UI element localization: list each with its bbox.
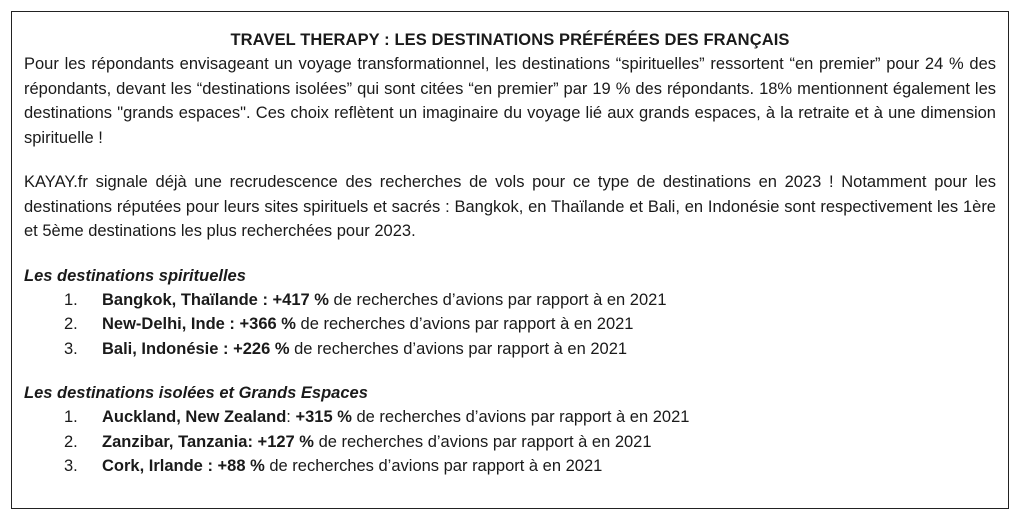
destination-description: de recherches d’avions par rapport à en 2021 <box>351 408 690 426</box>
section-heading-isolated: Les destinations isolées et Grands Espaces <box>24 384 368 402</box>
page-title: TRAVEL THERAPY : LES DESTINATIONS PRÉFÉRÉES DES FRANÇAIS <box>230 31 790 49</box>
destination-name: Auckland, New Zealand <box>102 408 287 426</box>
destination-description: de recherches d’avions par rapport à en 2021 <box>295 315 634 333</box>
destination-stat: New-Delhi, Inde : +366 % <box>102 315 296 333</box>
destination-description: de recherches d’avions par rapport à en 2021 <box>264 457 603 475</box>
section-heading-spiritual: Les destinations spirituelles <box>24 266 246 285</box>
list-number: 3. <box>64 457 78 475</box>
separator: : <box>286 408 296 426</box>
content-box <box>11 11 1009 509</box>
destination-stat: Cork, Irlande : +88 % <box>102 457 265 475</box>
destination-stat: Bali, Indonésie : +226 % <box>102 339 290 358</box>
list-item <box>24 454 996 479</box>
list-number: 2. <box>64 432 78 451</box>
list-item <box>24 430 996 455</box>
list-item <box>24 337 996 362</box>
list-number: 3. <box>64 339 78 358</box>
list-number: 1. <box>64 408 78 426</box>
list-item <box>24 288 996 313</box>
list-item <box>24 312 996 337</box>
destination-stat: Bangkok, Thaïlande : +417 % <box>102 290 329 309</box>
destination-description: de recherches d’avions par rapport à en 2021 <box>313 432 652 451</box>
destination-stat: Zanzibar, Tanzania: +127 % <box>102 432 314 451</box>
intro-paragraph: Pour les répondants envisageant un voyage transformationnel, les destinations “spirituelles” ressortent “en premier” pour 24 % des répondants, devant les “destinations isolées” qui sont citées “en premier” par 19 % des répondants. 18% mentionnent également les destinations "grands espaces". Ces choix reflètent un imaginaire du voyage lié aux grands espaces, à la retraite et à une dimension spirituelle ! <box>24 55 996 147</box>
list-number: 1. <box>64 290 78 309</box>
kayak-paragraph: KAYAY.fr signale déjà une recrudescence des recherches de vols pour ce type de destinations en 2023 ! Notamment pour les destinations réputées pour leurs sites spirituels et sacrés : Bangkok, en Thaïlande et Bali, en Indonésie sont respectivement les 1ère et 5ème destinations les plus recherchées pour 2023. <box>24 173 996 240</box>
spiritual-destinations-list <box>24 288 996 362</box>
destination-stat: +315 % <box>295 408 352 426</box>
list-item <box>24 405 996 430</box>
destination-description: de recherches d’avions par rapport à en 2021 <box>328 290 667 309</box>
list-number: 2. <box>64 315 78 333</box>
destination-description: de recherches d’avions par rapport à en 2021 <box>289 339 628 358</box>
isolated-destinations-list <box>24 405 996 479</box>
